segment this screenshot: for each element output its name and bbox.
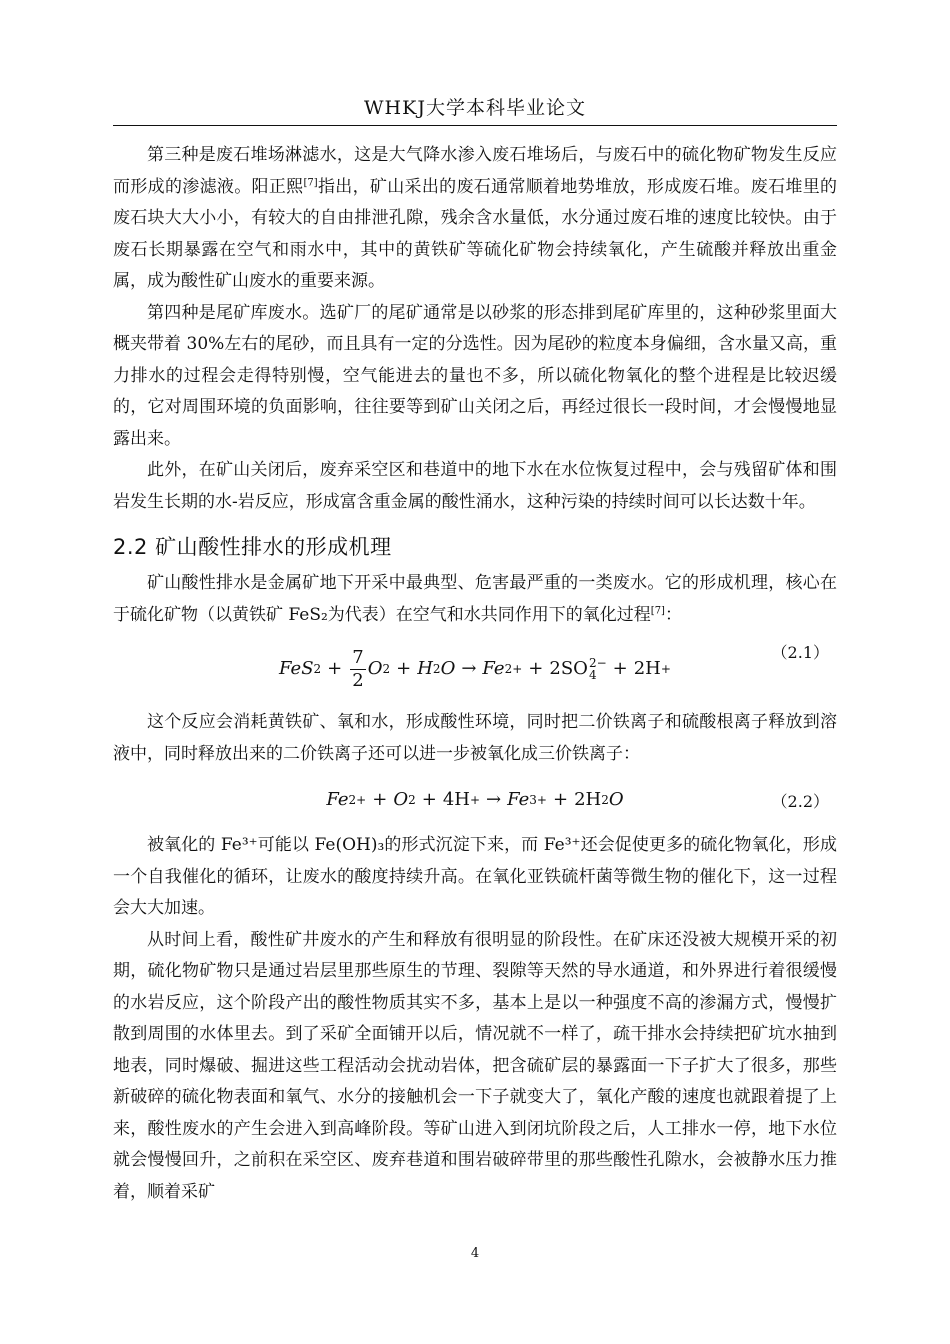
denominator: 2	[352, 669, 364, 691]
term: O	[440, 658, 456, 680]
paragraph-tailings: 第四种是尾矿库废水。选矿厂的尾矿通常是以砂浆的形态排到尾矿库里的，这种砂浆里面大概夹带着 30%左右的尾砂，而且具有一定的分选性。因为尾砂的粒度本身偏细，含水量又高，重力排水的过程会走得特别慢，空气能进去的量也不多，所以硫化物氧化的整个进程是比较迟缓的，它对周围环境的负面影响，往往要等到矿山关闭之后，再经过很长一段时间，才会慢慢地显露出来。	[113, 302, 837, 449]
page-header: WHKJ大学本科毕业论文	[364, 97, 586, 119]
term: O	[393, 789, 409, 811]
paragraph-closure: 此外，在矿山关闭后，废弃采空区和巷道中的地下水在水位恢复过程中，会与残留矿体和围岩发生长期的水-岩反应，形成富含重金属的酸性涌水，这种污染的持续时间可以长达数十年。	[113, 460, 837, 512]
term: Fe	[507, 789, 530, 811]
page-number: 4	[470, 1246, 480, 1261]
paragraph-text: 矿山酸性排水是金属矿地下开采中最典型、危害最严重的一类废水。它的形成机理，核心在于硫化矿物（以黄铁矿 FeS₂为代表）在空气和水共同作用下的氧化过程	[113, 573, 837, 625]
term: 2H	[574, 789, 602, 811]
paragraph-text: 指出，矿山采出的废石通常顺着地势堆放，形成废石堆。废石堆里的废石块大大小小，有较大的自由排泄孔隙，残余含水量低，水分通过废石堆的速度比较快。由于废石长期暴露在空气和雨水中，其中的黄铁矿等硫化矿物会持续氧化，产生硫酸并释放出重金属，成为酸性矿山废水的重要来源。	[113, 176, 838, 291]
equation-number: （2.2）	[771, 792, 829, 811]
section-heading: 2.2 矿山酸性排水的形成机理	[113, 535, 392, 559]
term: 4H	[442, 789, 470, 811]
term: H	[417, 658, 433, 680]
paragraph-stages: 从时间上看，酸性矿井废水的产生和释放有很明显的阶段性。在矿床还没被大规模开采的初期，硫化物矿物只是通过岩层里那些原生的节理、裂隙等天然的导水通道，和外界进行着很缓慢的水岩反应，这个阶段产出的酸性物质其实不多，基本上是以一种强度不高的渗漏方式，慢慢扩散到周围的水体里去。到了采矿全面铺开以后，情况就不一样了，疏干排水会持续把矿坑水抽到地表，同时爆破、掘进这些工程活动会扰动岩体，把含硫矿层的暴露面一下子扩大了很多，那些新破碎的硫化物表面和氧气、水分的接触机会一下子就变大了，氧化产酸的速度也就跟着提了上来，酸性废水的产生会进入到高峰阶段。等矿山进入到闭坑阶段之后，人工排水一停，地下水位就会慢慢回升，之前积在采空区、废弃巷道和围岩破碎带里的那些酸性孔隙水，会被静水压力推着，顺着采矿	[113, 929, 837, 1202]
paragraph-mechanism	[113, 568, 837, 631]
paragraph-text: ：	[664, 604, 682, 625]
paragraph-reaction-explain: 这个反应会消耗黄铁矿、氧和水，形成酸性环境，同时把二价铁离子和硫酸根离子释放到溶液中，同时释放出来的二价铁离子还可以进一步被氧化成三价铁离子：	[113, 712, 837, 764]
fraction	[350, 647, 365, 692]
paragraph-waste-rock	[113, 140, 837, 298]
header-rule	[113, 125, 837, 126]
term: FeS	[279, 658, 314, 680]
document-body	[113, 140, 837, 1208]
sub-sup-stack	[589, 657, 607, 681]
term: 2H	[633, 658, 661, 680]
paragraph-text: 第三种是废石堆场淋滤水，这是大气降水渗入废石堆场后，与废石中的硫化物矿物发生反应而形成的渗滤液。阳正熙	[113, 145, 837, 197]
term: 2SO	[549, 658, 588, 680]
term: O	[367, 658, 383, 680]
numerator: 7	[352, 646, 364, 668]
equation-2-2	[113, 770, 837, 830]
equation-2-1	[113, 631, 837, 707]
term: O	[608, 789, 624, 811]
term: Fe	[326, 789, 349, 811]
paragraph-fe3: 被氧化的 Fe³⁺可能以 Fe(OH)₃的形式沉淀下来，而 Fe³⁺还会促使更多的硫化物氧化，形成一个自我催化的循环，让废水的酸度持续升高。在氧化亚铁硫杆菌等微生物的催化下，这一过程会大大加速。	[113, 835, 837, 918]
term: Fe	[482, 658, 505, 680]
citation: [7]	[650, 604, 665, 616]
equation-number: （2.1）	[771, 643, 829, 662]
equation-body: FeS 2 + $\frac{7}{2}$ O 2 + H 2 O → Fe 2+ + 2SO 2− 4 + 2H +	[279, 646, 671, 691]
equation-body: Fe 2+ + O 2 + 4H + → Fe 3+ + 2H 2 O	[113, 770, 837, 830]
subscript: 4	[588, 668, 597, 682]
superscript: 2−	[588, 656, 607, 670]
citation: [7]	[303, 176, 318, 188]
